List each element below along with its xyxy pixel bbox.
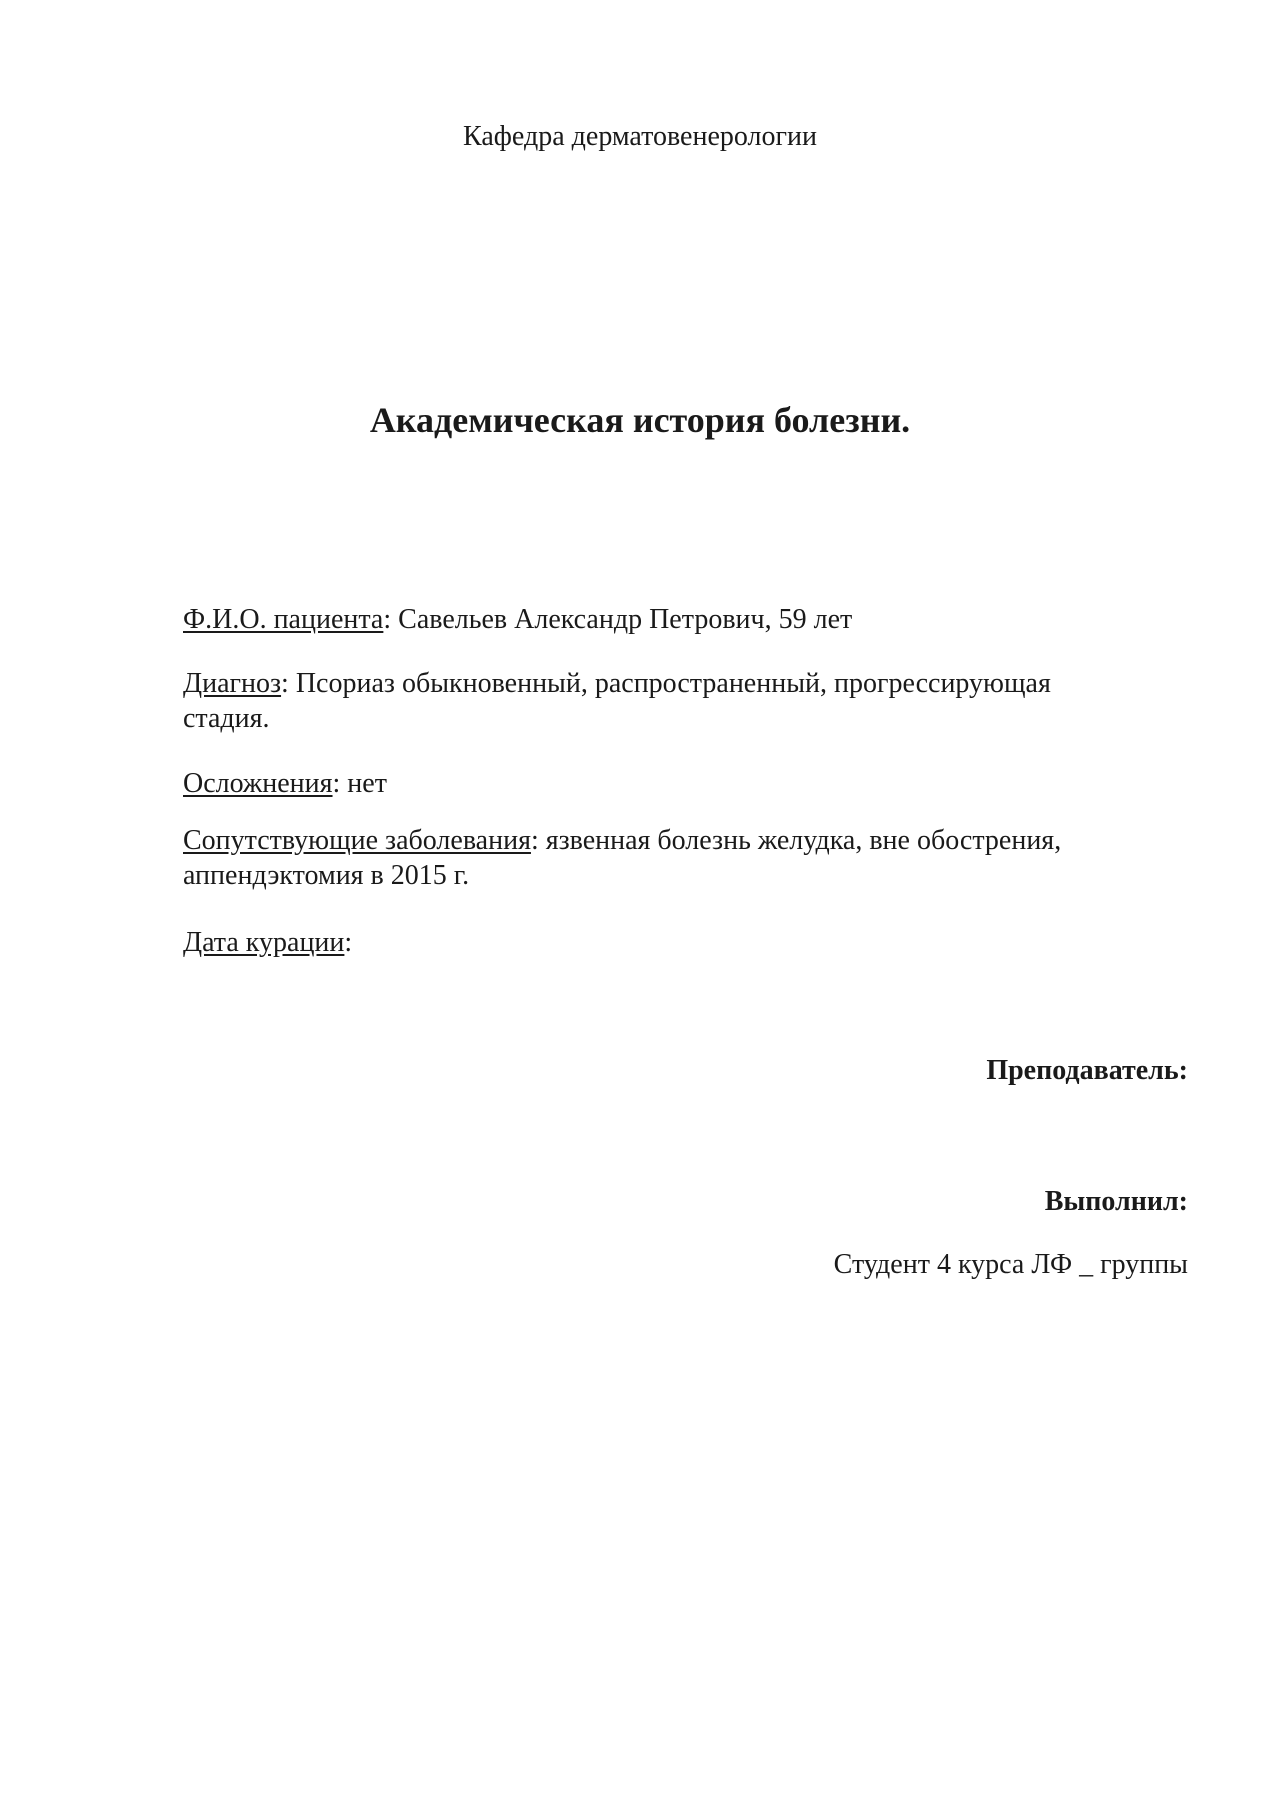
diagnosis-field (183, 666, 1143, 736)
patient-name-field (183, 602, 1143, 637)
comorbidities-field (183, 823, 1143, 893)
teacher-label: Преподаватель: (986, 1055, 1188, 1086)
diagnosis-value: : Псориаз обыкновенный, распространенный, прогрессирующая стадия. (183, 668, 1051, 734)
comorbidities-label: Сопутствующие заболевания (183, 825, 531, 856)
comorbidities-value: : язвенная болезнь желудка, вне обострения, аппендэктомия в 2015 г. (183, 825, 1062, 891)
curation-date-field (183, 925, 1143, 960)
complications-label: Осложнения (183, 768, 333, 799)
curation-date-value: : (344, 927, 353, 958)
patient-name-label: Ф.И.О. пациента (183, 604, 384, 635)
complications-field (183, 766, 1143, 801)
department-name: Кафедра дерматовенерологии (463, 121, 817, 152)
curation-date-label: Дата курации (183, 927, 345, 958)
patient-name-value: : Савельев Александр Петрович, 59 лет (383, 604, 853, 635)
student-info: Студент 4 курса ЛФ _ группы (833, 1249, 1188, 1280)
diagnosis-label: Диагноз (183, 668, 282, 699)
document-title: Академическая история болезни. (369, 400, 911, 440)
performer-label: Выполнил: (1044, 1186, 1188, 1217)
complications-value: : нет (332, 768, 387, 799)
